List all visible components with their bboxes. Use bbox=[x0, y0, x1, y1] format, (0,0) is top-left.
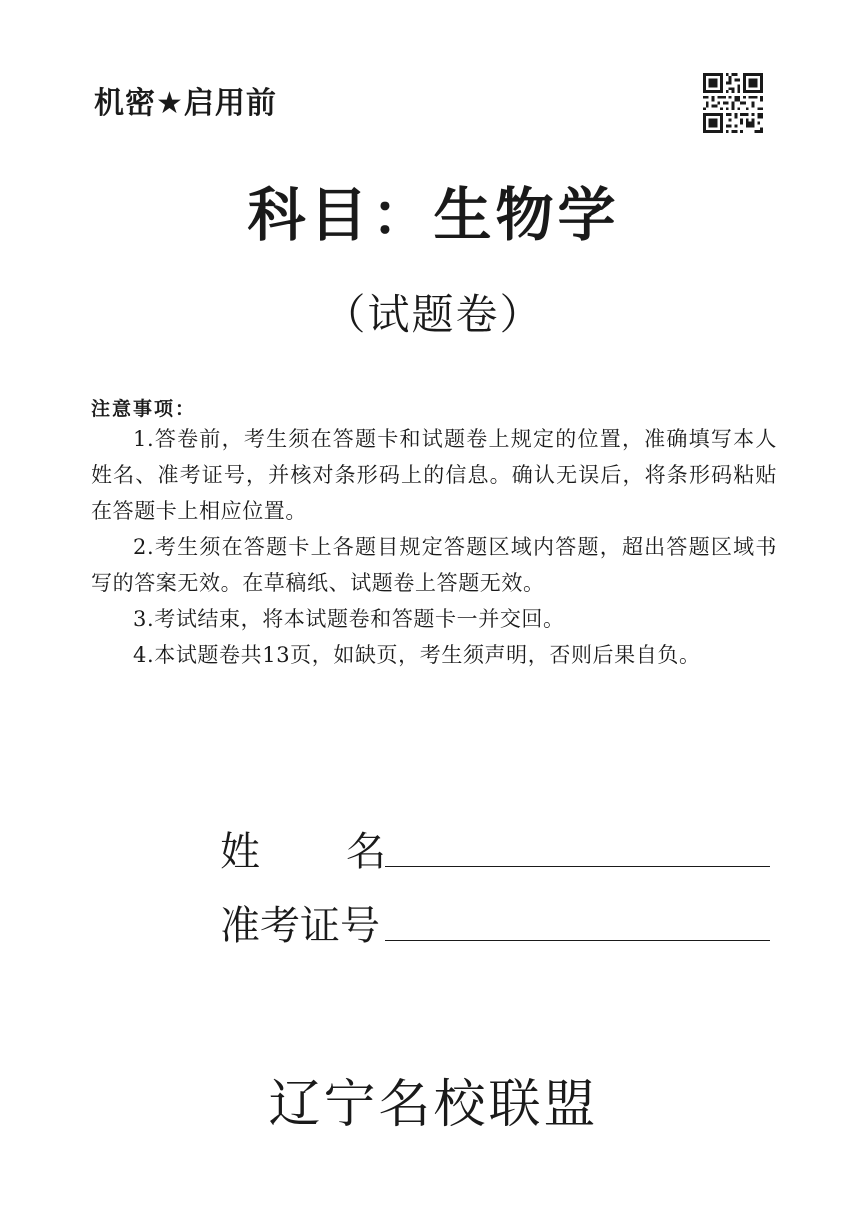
confidential-label: 机密★启用前 bbox=[94, 86, 277, 121]
notice-item: 3.考试结束，将本试题卷和答题卡一并交回。 bbox=[133, 607, 565, 631]
notice-item: 4.本试题卷共13页，如缺页，考生须声明，否则后果自负。 bbox=[133, 643, 701, 667]
ticket-number-label: 准考证号 bbox=[220, 903, 380, 949]
notice-item: 2.考生须在答题卡上各题目规定答题区域内答题，超出答题区域书写的答案无效。在草稿纸、试题卷上答题无效。 bbox=[91, 535, 777, 595]
paper-type-title: （试题卷） bbox=[323, 290, 544, 339]
subject-title: 科目：生物学 bbox=[247, 181, 620, 249]
name-label: 姓名 bbox=[220, 829, 472, 875]
notice-list bbox=[91, 421, 777, 673]
name-field bbox=[220, 816, 780, 876]
qr-code-icon bbox=[703, 73, 763, 133]
name-blank-line[interactable] bbox=[385, 866, 770, 867]
ticket-number-field bbox=[220, 890, 780, 950]
notice-heading: 注意事项： bbox=[91, 398, 197, 420]
notice-item: 1.答卷前，考生须在答题卡和试题卷上规定的位置，准确填写本人姓名、准考证号，并核对条形码上的信息。确认无误后，将条形码粘贴在答题卡上相应位置。 bbox=[91, 427, 777, 523]
organization-name: 辽宁名校联盟 bbox=[268, 1075, 599, 1135]
ticket-number-blank-line[interactable] bbox=[385, 940, 770, 941]
